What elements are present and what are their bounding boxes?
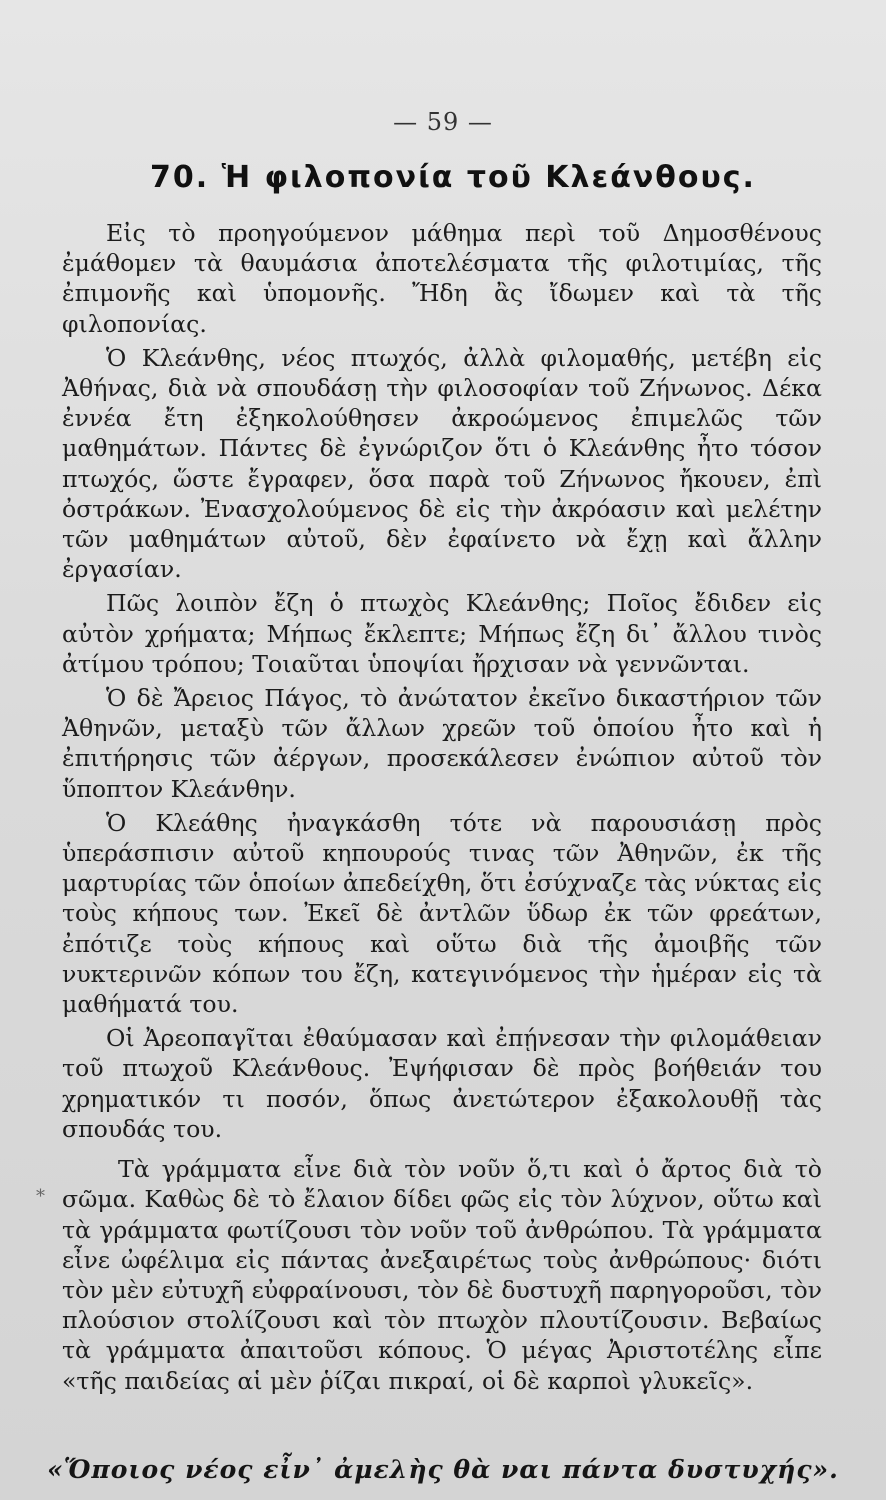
paragraph: Τὰ γράμματα εἶνε διὰ τὸν νοῦν ὅ,τι καὶ ὁ ἄρτος διὰ τὸ σῶμα. Καθὼς δὲ τὸ ἔλαιον δίδει φῶς εἰς τὸν λύχνον, οὕτω καὶ τὰ γράμματα φωτίζουσι τὸν νοῦν τοῦ ἀνθρώπου. Τὰ γράμματα εἶνε ὠφέλιμα εἰς πάντας ἀνεξαιρέτως τοὺς ἀνθρώπους· διότι τὸν μὲν εὐτυχῆ εὐφραίνουσι, τὸν δὲ δυστυχῆ παρηγοροῦσι, τὸν πλούσιον στολίζουσι καὶ τὸν πτωχὸν πλουτίζουσιν. Βεβαίως τὰ γράμματα ἀπαιτοῦσι κόπους. Ὁ μέγας Ἀριστοτέλης εἶπε «τῆς παιδείας αἱ μὲν ῥίζαι πικραί, οἱ δὲ καρποὶ γλυκεῖς». (62, 1155, 822, 1395)
paragraph: Πῶς λοιπὸν ἔζη ὁ πτωχὸς Κλεάνθης; Ποῖος ἔδιδεν εἰς αὐτὸν χρήματα; Μήπως ἔκλεπτε; Μήπως ἔζη δι᾽ ἄλλου τινὸς ἀτίμου τρόπου; Τοιαῦται ὑποψίαι ἤρχισαν νὰ γεννῶνται. (62, 589, 822, 678)
paragraph: Εἰς τὸ προηγούμενον μάθημα περὶ τοῦ Δημοσθένους ἐμάθομεν τὰ θαυμάσια ἀποτελέσματα τῆς φιλοτιμίας, τῆς ἐπιμονῆς καὶ ὑπομονῆς. Ἤδη ἂς ἴδωμεν καὶ τὰ τῆς φιλοπονίας. (62, 219, 822, 338)
paragraph: Οἱ Ἀρεοπαγῖται ἐθαύμασαν καὶ ἐπῄνεσαν τὴν φιλομάθειαν τοῦ πτωχοῦ Κλεάνθους. Ἐψήφισαν δὲ πρὸς βοήθειάν του χρηματικόν τι ποσόν, ὅπως ἀνετώτερον ἐξακολουθῇ τὰς σπουδάς του. (62, 1024, 822, 1143)
page-number: — 59 — (393, 108, 493, 136)
chapter-title: 70. Ἡ φιλοπονία τοῦ Κλεάνθους. (150, 160, 756, 195)
body-text (62, 218, 822, 1396)
paragraph: Ὁ δὲ Ἄρειος Πάγος, τὸ ἀνώτατον ἐκεῖνο δικαστήριον τῶν Ἀθηνῶν, μεταξὺ τῶν ἄλλων χρεῶν τοῦ ὁποίου ἦτο καὶ ἡ ἐπιτήρησις τῶν ἀέργων, προσεκάλεσεν ἐνώπιον αὐτοῦ τὸν ὕποπτον Κλεάνθην. (62, 684, 822, 803)
closing-motto: «Ὅποιος νέος εἶν᾽ ἀμελὴς θὰ ναι πάντα δυστυχής». (47, 1455, 839, 1484)
paragraph: Ὁ Κλεάθης ἠναγκάσθη τότε νὰ παρουσιάσῃ πρὸς ὑπεράσπισιν αὐτοῦ κηπουρούς τινας τῶν Ἀθηνῶν, ἐκ τῆς μαρτυρίας τῶν ὁποίων ἀπεδείχθη, ὅτι ἐσύχναζε τὰς νύκτας εἰς τοὺς κήπους των. Ἐκεῖ δὲ ἀντλῶν ὕδωρ ἐκ τῶν φρεάτων, ἐπότιζε τοὺς κήπους καὶ οὕτω διὰ τῆς ἀμοιβῆς τῶν νυκτερινῶν κόπων του ἔζη, κατεγινόμενος τὴν ἡμέραν εἰς τὰ μαθήματά του. (62, 808, 822, 1019)
paragraph: Ὁ Κλεάνθης, νέος πτωχός, ἀλλὰ φιλομαθής, μετέβη εἰς Ἀθήνας, διὰ νὰ σπουδάσῃ τὴν φιλοσοφίαν τοῦ Ζήνωνος. Δέκα ἐννέα ἔτη ἐξηκολούθησεν ἀκροώμενος ἐπιμελῶς τῶν μαθημάτων. Πάντες δὲ ἐγνώριζον ὅτι ὁ Κλεάνθης ἦτο τόσον πτωχός, ὥστε ἔγραφεν, ὅσα παρὰ τοῦ Ζήνωνος ἤκουεν, ἐπὶ ὀστράκων. Ἐνασχολούμενος δὲ εἰς τὴν ἀκρόασιν καὶ μελέτην τῶν μαθημάτων αὐτοῦ, δὲν ἐφαίνετο νὰ ἔχῃ καὶ ἄλλην ἐργασίαν. (62, 343, 822, 584)
ink-speck: * (36, 1186, 45, 1207)
